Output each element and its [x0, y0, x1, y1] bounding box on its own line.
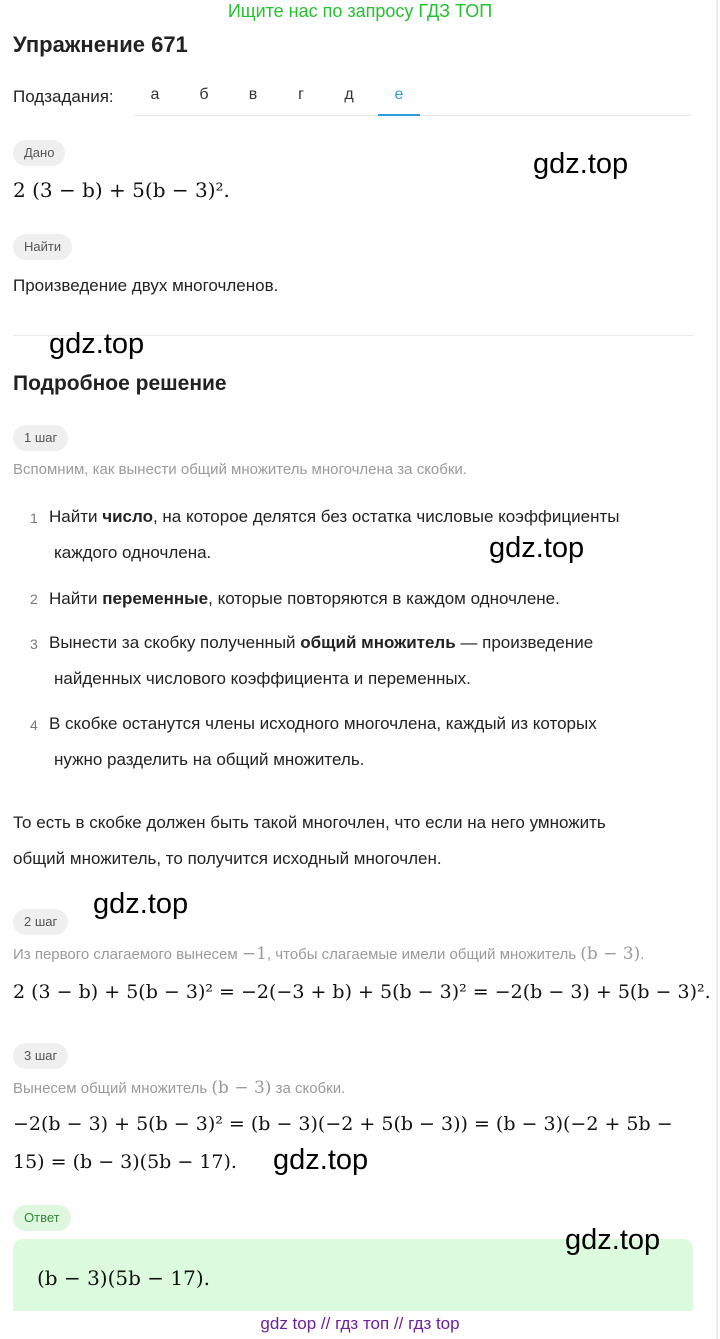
find-text: Произведение двух многочленов. — [13, 276, 279, 295]
list-item-text: , которые повторяются в каждом одночлене. — [208, 589, 560, 608]
list-item-continuation: каждого одночлена. — [54, 543, 212, 562]
scrollbar[interactable] — [716, 0, 718, 1339]
list-item-number: 4 — [30, 717, 38, 733]
tab-v[interactable]: в — [248, 86, 258, 103]
subtasks-tabs — [134, 78, 692, 116]
step3-expression-line2: 15) = (b − 3)(5b − 17). — [13, 1151, 237, 1173]
step2-chip: 2 шаг — [13, 909, 68, 935]
page-title: Упражнение 671 — [13, 32, 188, 57]
list-item-text: , на которое делятся без остатка числовые коэффициенты — [152, 507, 620, 526]
tab-a[interactable]: а — [150, 86, 160, 103]
step2-desc-text: , чтобы слагаемые имели общий множитель — [266, 946, 581, 963]
watermark: gdz.top — [489, 532, 585, 564]
step1-chip: 1 шаг — [13, 425, 68, 451]
tab-b[interactable]: б — [199, 86, 209, 103]
list-item-text: Найти — [49, 507, 103, 526]
list-item: В скобке останутся члены исходного многочлена, каждый из которых — [49, 714, 597, 733]
step2-desc-math: −1 — [241, 944, 267, 964]
list-item-continuation: нужно разделить на общий множитель. — [54, 750, 365, 769]
find-chip: Найти — [13, 234, 72, 260]
list-item-text: Вынести за скобку полученный — [49, 633, 301, 652]
step1-paragraph-line1: То есть в скобке должен быть такой многочлен, что если на него умножить — [13, 813, 606, 832]
solution-title: Подробное решение — [13, 372, 227, 395]
step3-desc-text: за скобки. — [271, 1080, 346, 1097]
list-item-number: 2 — [30, 591, 38, 607]
list-item — [49, 633, 593, 653]
list-item-bold: общий множитель — [300, 633, 456, 652]
list-item-bold: переменные — [102, 589, 209, 608]
list-item-continuation: найденных числового коэффициента и переменных. — [54, 669, 471, 688]
step3-chip: 3 шаг — [13, 1043, 68, 1069]
tab-g[interactable]: г — [298, 86, 304, 103]
tab-d[interactable]: д — [344, 86, 354, 103]
list-item — [49, 589, 560, 609]
list-item-bold: число — [102, 507, 153, 526]
watermark: gdz.top — [93, 888, 189, 920]
step3-desc-text: Вынесем общий множитель — [13, 1080, 212, 1097]
given-expression: 2 (3 − b) + 5(b − 3)². — [13, 178, 230, 202]
step1-intro: Вспомним, как вынести общий множитель многочлена за скобки. — [13, 461, 467, 478]
footer-links[interactable]: gdz top // гдз топ // гдз top — [260, 1314, 460, 1333]
answer-expression: (b − 3)(5b − 17). — [37, 1266, 211, 1290]
step2-expression: 2 (3 − b) + 5(b − 3)² = −2(−3 + b) + 5(b − 3)² = −2(b − 3) + 5(b − 3)². — [13, 981, 711, 1003]
search-banner: Ищите нас по запросу ГДЗ ТОП — [227, 1, 493, 21]
step3-description — [13, 1078, 345, 1098]
list-item — [49, 507, 620, 527]
answer-chip: Ответ — [13, 1205, 71, 1231]
watermark: gdz.top — [533, 148, 629, 180]
step1-paragraph-line2: общий множитель, то получится исходный многочлен. — [13, 849, 442, 868]
step2-desc-text: Из первого слагаемого вынесем — [13, 946, 242, 963]
step2-desc-math: (b − 3) — [580, 944, 641, 964]
list-item-number: 1 — [30, 510, 38, 526]
step3-desc-math: (b − 3) — [211, 1078, 272, 1098]
step2-desc-text: . — [640, 946, 645, 963]
list-item-text: Найти — [49, 589, 103, 608]
step3-expression-line1: −2(b − 3) + 5(b − 3)² = (b − 3)(−2 + 5(b − 3)) = (b − 3)(−2 + 5b − — [13, 1113, 673, 1135]
list-item-text: — произведение — [455, 633, 594, 652]
watermark: gdz.top — [49, 328, 145, 360]
step2-description — [13, 944, 644, 964]
watermark: gdz.top — [273, 1144, 369, 1176]
given-chip: Дано — [13, 140, 65, 166]
tab-e[interactable]: е — [378, 78, 420, 116]
watermark: gdz.top — [565, 1224, 661, 1256]
list-item-number: 3 — [30, 636, 38, 652]
subtasks-label: Подзадания: — [13, 87, 114, 106]
